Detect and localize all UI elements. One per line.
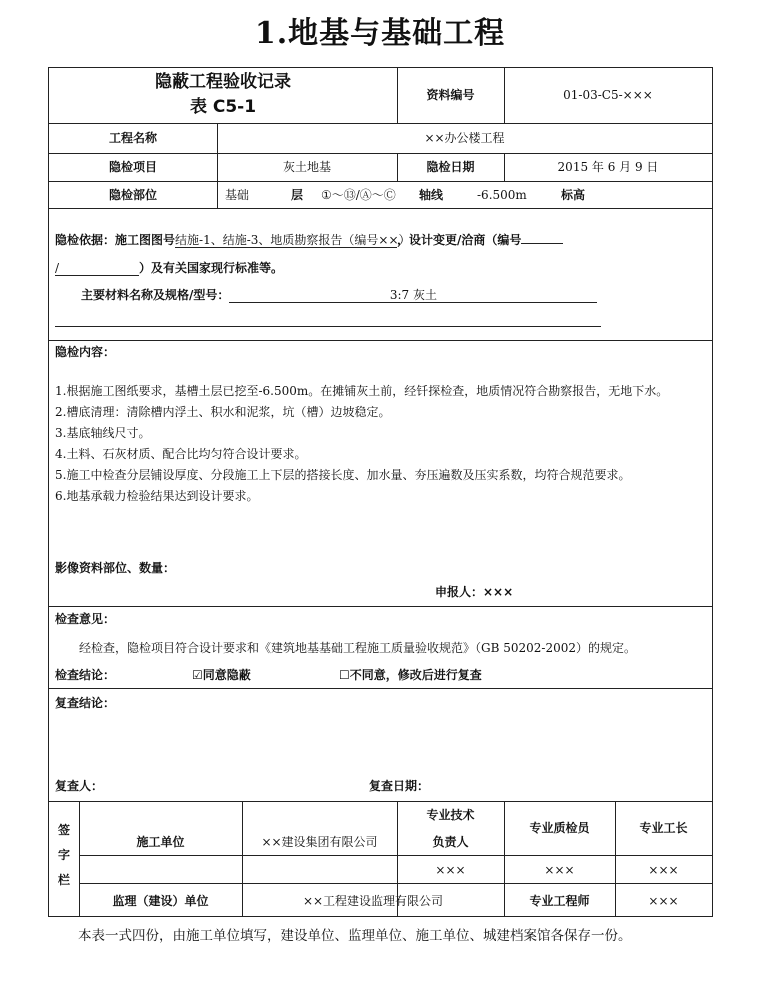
drawings-value: 结施-1、结施-3、地质勘察报告（编号××） (175, 233, 411, 247)
part-axis-label: 轴线 (419, 188, 444, 202)
construction-unit-label: 施工单位 (136, 835, 185, 849)
agree-checkbox: ☑同意隐蔽 (192, 668, 251, 682)
content-item-2: 2.槽底清理：清除槽内浮土、积水和泥浆，坑（槽）边坡稳定。 (55, 405, 391, 419)
part-base: 基础 (225, 188, 250, 202)
basis-line-1: 隐检依据：施工图图号结施-1、结施-3、地质勘察报告（编号××），设计变更/洽商（编号 (55, 233, 563, 248)
disagree-checkbox: ☐不同意，修改后进行复查 (339, 668, 482, 682)
footer-note: 本表一式四份，由施工单位填写，建设单位、监理单位、施工单位、城建档案馆各保存一份。 (78, 928, 632, 944)
inspection-record-form (48, 67, 713, 917)
sign-col-char-2: 字 (57, 848, 70, 862)
supervision-value: ××工程建设监理有限公司 (302, 894, 444, 908)
doc-no-value: 01-03-C5-××× (563, 88, 653, 102)
basis-line-2: / ）及有关国家现行标准等。 (55, 261, 284, 275)
sign-col-char-3: 栏 (57, 873, 70, 887)
tech-lead-value: ××× (435, 863, 466, 877)
content-item-4: 4.土料、石灰材质、配合比均匀符合设计要求。 (55, 447, 307, 461)
reporter: 申报人：××× (435, 585, 514, 599)
supervision-label: 监理（建设）单位 (112, 894, 209, 908)
content-label: 隐检内容： (55, 345, 116, 359)
item-label: 隐检项目 (108, 160, 157, 174)
material-value: 3:7 灰土 (229, 288, 597, 303)
part-floor-label: 层 (291, 188, 304, 202)
image-label: 影像资料部位、数量： (55, 561, 176, 575)
foreman-value: ××× (648, 863, 679, 877)
content-item-1: 1.根据施工图纸要求，基槽土层已挖至-6.500m。在摊铺灰土前，经钎探检查，地质情况符合勘察报告，无地下水。 (55, 384, 669, 398)
tech-lead-label-1: 专业技术 (426, 808, 475, 822)
engineer-label: 专业工程师 (529, 894, 590, 908)
part-label: 隐检部位 (108, 188, 157, 202)
item-value: 灰土地基 (282, 160, 331, 174)
project-name-label: 工程名称 (108, 131, 157, 145)
date-value: 2015 年 6 月 9 日 (557, 160, 659, 174)
part-axis-range: ①～⑬/Ⓐ～Ⓒ (321, 188, 396, 202)
engineer-value: ××× (648, 894, 679, 908)
construction-unit-value: ××建设集团有限公司 (261, 835, 378, 849)
opinion-text: 经检查，隐检项目符合设计要求和《建筑地基基础工程施工质量验收规范》（GB 50202-2002）的规定。 (79, 641, 636, 655)
recheck-person-label: 复查人： (55, 779, 104, 793)
form-title: 隐蔽工程验收记录 (155, 72, 291, 92)
quality-label: 专业质检员 (529, 821, 590, 835)
content-item-6: 6.地基承载力检验结果达到设计要求。 (55, 489, 259, 503)
part-elevation-label: 标高 (561, 188, 586, 202)
change-value: / (55, 261, 139, 276)
doc-no-label: 资料编号 (426, 88, 475, 102)
content-item-3: 3.基底轴线尺寸。 (55, 426, 151, 440)
foreman-label: 专业工长 (639, 821, 688, 835)
tech-lead-label-2: 负责人 (432, 835, 469, 849)
conclusion-label: 检查结论： (55, 668, 116, 682)
content-item-5: 5.施工中检查分层铺设厚度、分段施工上下层的搭接长度、加水量、夯压遍数及压实系数，均符合规范要求。 (55, 468, 631, 482)
recheck-conclusion-label: 复查结论： (55, 696, 116, 710)
date-label: 隐检日期 (426, 160, 475, 174)
project-name-value: ××办公楼工程 (424, 131, 505, 145)
page-title: 1.地基与基础工程 (254, 16, 506, 51)
sign-col-char-1: 签 (57, 823, 70, 837)
opinion-label: 检查意见： (55, 612, 116, 626)
part-elevation: -6.500m (477, 188, 527, 202)
form-code: 表 C5-1 (189, 97, 257, 117)
quality-value: ××× (544, 863, 575, 877)
recheck-date-label: 复查日期： (369, 779, 430, 793)
material-line: 主要材料名称及规格/型号： 3:7 灰土 (81, 288, 597, 303)
